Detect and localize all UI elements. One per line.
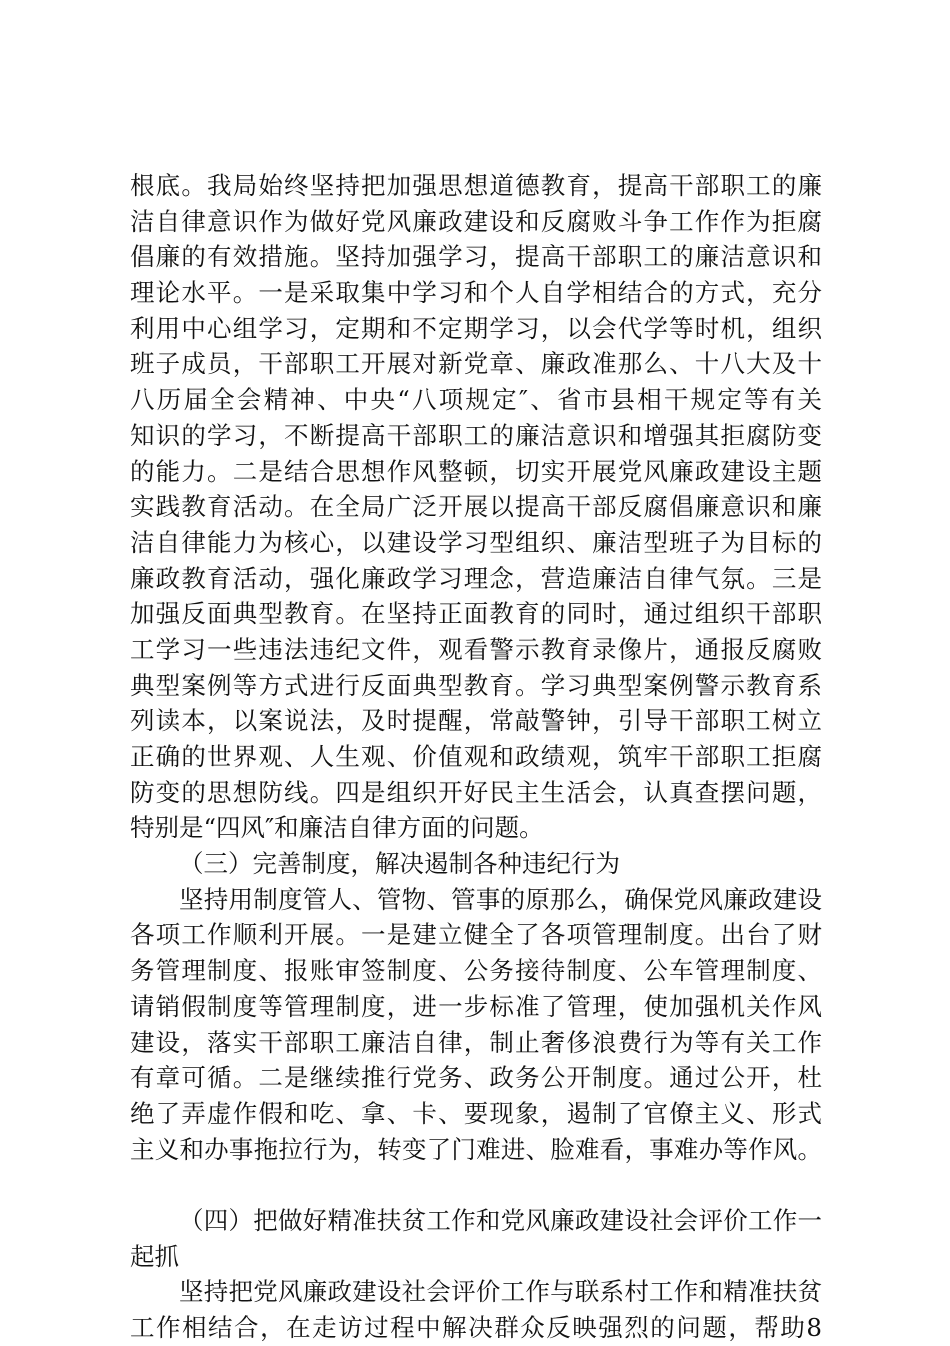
text-line: 洁自律能力为核心，以建设学习型组织、廉洁型班子为目标的	[130, 527, 822, 557]
text-line: 坚持把党风廉政建设社会评价工作与联系村工作和精准扶贫	[179, 1277, 822, 1307]
section-heading-3: （三）完善制度，解决遏制各种违纪行为	[179, 849, 620, 879]
text-line: 坚持用制度管人、管物、管事的原那么，确保党风廉政建设	[179, 884, 822, 914]
text-line: 班子成员，干部职工开展对新党章、廉政准那么、十八大及十	[130, 349, 822, 379]
text-line: 列读本，以案说法，及时提醒，常敲警钟，引导干部职工树立	[130, 706, 822, 736]
text-line: 倡廉的有效措施。坚持加强学习，提高干部职工的廉洁意识和	[130, 242, 822, 272]
text-line: 请销假制度等管理制度，进一步标准了管理，使加强机关作风	[130, 991, 822, 1021]
text-line: 主义和办事拖拉行为，转变了门难进、脸难看，事难办等作风。	[130, 1134, 822, 1164]
text-line: 的能力。二是结合思想作风整顿，切实开展党风廉政建设主题	[130, 456, 822, 486]
text-line: 各项工作顺利开展。一是建立健全了各项管理制度。出台了财	[130, 920, 822, 950]
paragraph-ideological-education	[130, 168, 822, 846]
paragraph-gap	[130, 1167, 822, 1203]
text-line: 典型案例等方式进行反面典型教育。学习典型案例警示教育系	[130, 670, 822, 700]
text-line: 防变的思想防线。四是组织开好民主生活会，认真查摆问题，	[130, 777, 822, 807]
text-line: 务管理制度、报账审签制度、公务接待制度、公车管理制度、	[130, 956, 822, 986]
section-heading-4	[130, 1203, 822, 1274]
text-line: 特别是“四风″和廉洁自律方面的问题。	[130, 813, 544, 843]
text-line: 洁自律意识作为做好党风廉政建设和反腐败斗争工作作为拒腐	[130, 206, 822, 236]
text-line: 工学习一些违法违纪文件，观看警示教育录像片，通报反腐败	[130, 634, 822, 664]
heading-line: 起抓	[130, 1241, 179, 1271]
text-line: 正确的世界观、人生观、价值观和政绩观，筑牢干部职工拒腐	[130, 742, 822, 771]
text-line: 利用中心组学习，定期和不定期学习，以会代学等时机，组织	[130, 313, 822, 343]
text-line: 实践教育活动。在全局广泛开展以提高干部反腐倡廉意识和廉	[130, 492, 822, 522]
document-body	[130, 168, 822, 1346]
paragraph-poverty-alleviation	[130, 1274, 822, 1345]
text-line: 知识的学习，不断提高干部职工的廉洁意识和增强其拒腐防变	[130, 420, 822, 450]
text-line: 加强反面典型教育。在坚持正面教育的同时，通过组织干部职	[130, 599, 822, 629]
text-line: 根底。我局始终坚持把加强思想道德教育，提高干部职工的廉	[130, 171, 822, 200]
paragraph-institution-building	[130, 882, 822, 1168]
text-line: 绝了弄虚作假和吃、拿、卡、要现象，遏制了官僚主义、形式	[130, 1098, 822, 1128]
text-line: 工作相结合，在走访过程中解决群众反映强烈的问题，帮助8	[130, 1313, 822, 1342]
text-line: 八历届全会精神、中央“八项规定″、省市县相干规定等有关	[130, 385, 822, 415]
text-line: 建设，落实干部职工廉洁自律，制止奢侈浪费行为等有关工作	[130, 1027, 822, 1057]
text-line: 理论水平。一是采取集中学习和个人自学相结合的方式，充分	[130, 278, 822, 308]
text-line: 有章可循。二是继续推行党务、政务公开制度。通过公开，杜	[130, 1063, 822, 1093]
heading-line: （四）把做好精准扶贫工作和党风廉政建设社会评价工作一	[179, 1205, 822, 1235]
text-line: 廉政教育活动，强化廉政学习理念，营造廉洁自律气氛。三是	[130, 563, 822, 593]
